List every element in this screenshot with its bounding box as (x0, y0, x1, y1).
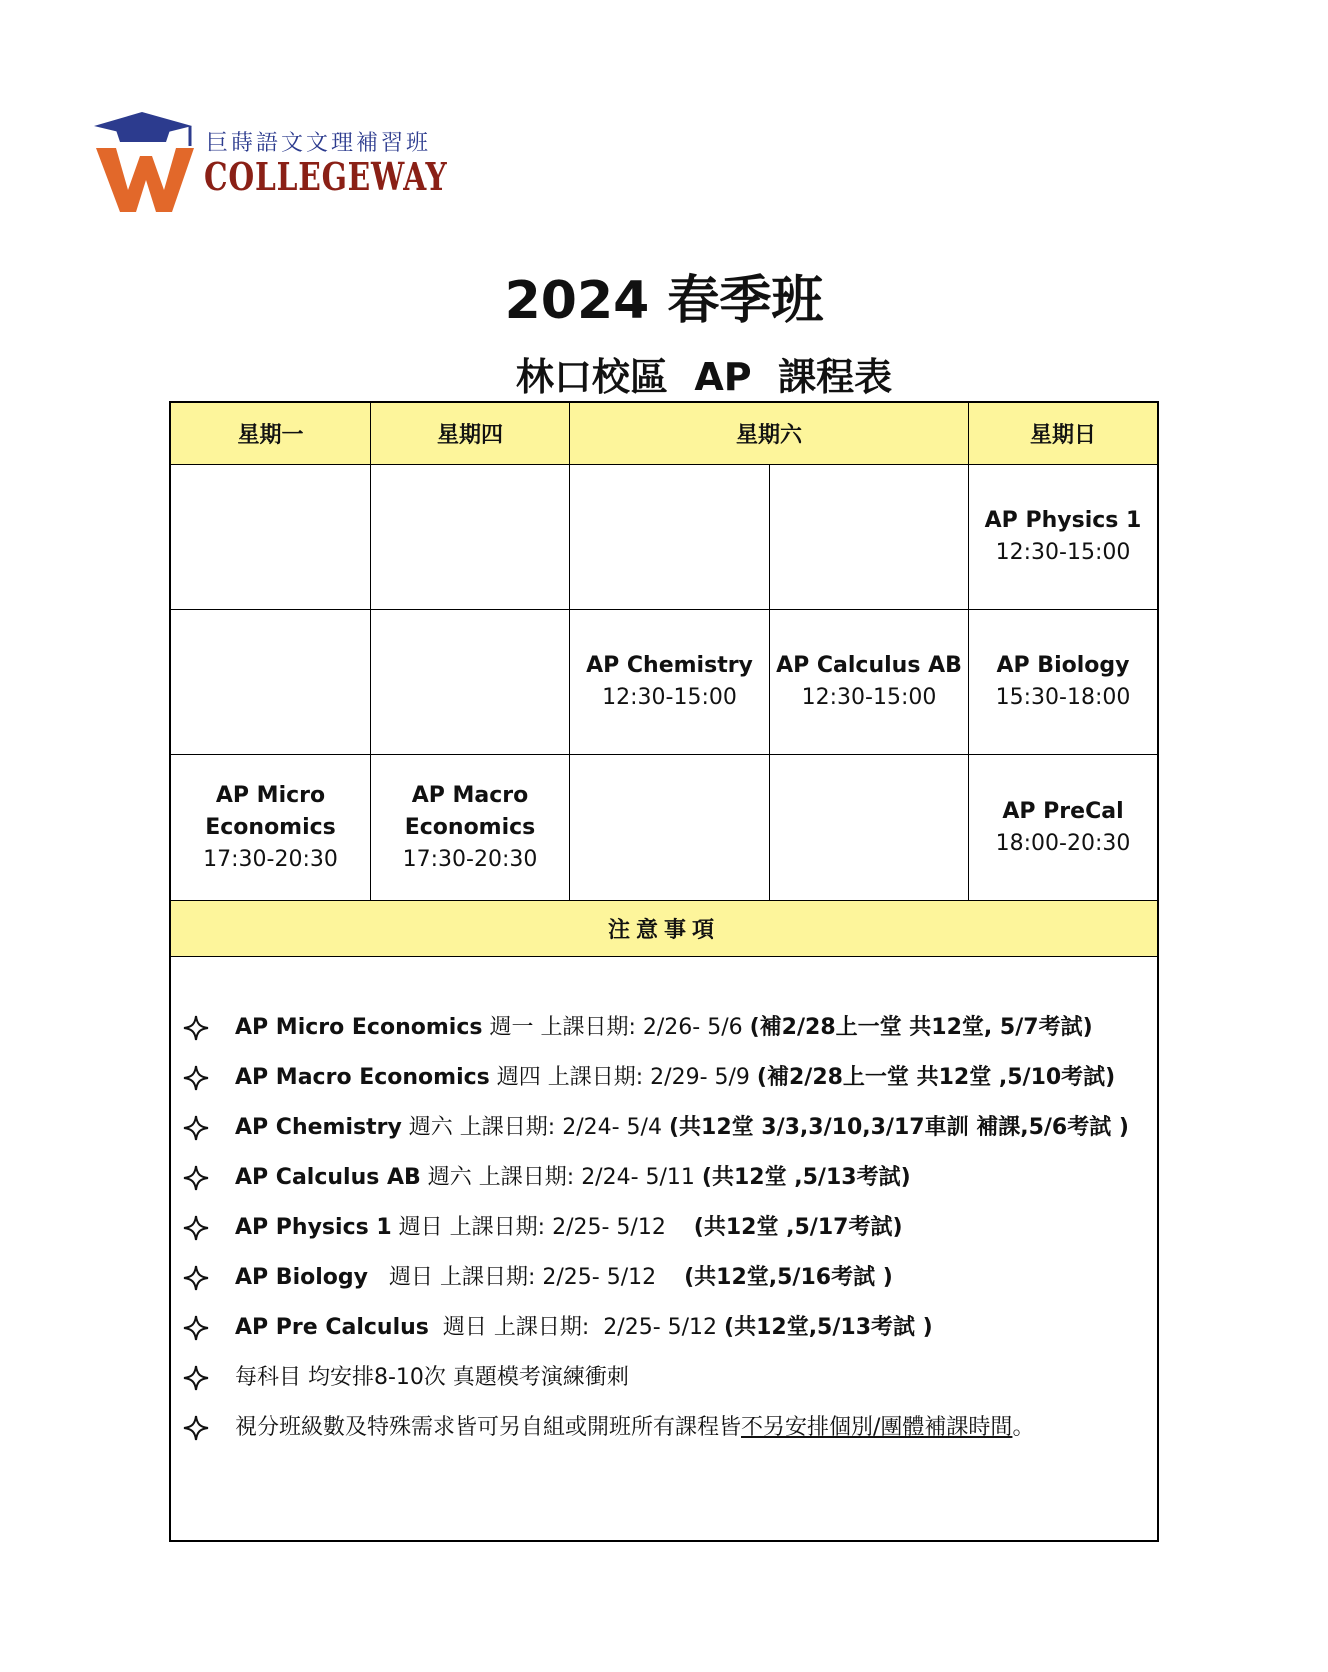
note-item (171, 1113, 1157, 1143)
course-ap-chemistry (570, 610, 770, 755)
four-point-star-outline-icon (183, 1115, 209, 1141)
course-time: 12:30-15:00 (602, 685, 737, 710)
slot-thu-row2 (371, 610, 570, 755)
course-name-line2: Economics (205, 814, 336, 840)
four-point-star-outline-icon (183, 1165, 209, 1191)
course-name-line2: Economics (404, 814, 536, 840)
note-course: AP Biology (235, 1265, 368, 1290)
course-time: 18:00-20:30 (995, 830, 1131, 856)
course-time: 12:30-15:00 (995, 540, 1131, 565)
note-detail: (共12堂 3/3,3/10,3/17車訓 補課,5/6考試 ) (668, 1115, 1129, 1140)
course-ap-calculus-ab (770, 610, 969, 755)
note-detail: (共12堂,5/13考試 ) (724, 1315, 933, 1340)
note-underlined-text: 不另安排個別/團體補課時間 (741, 1415, 1013, 1440)
notes-list (171, 957, 1157, 1463)
logo-english-name: COLLEGEWAY (204, 154, 448, 199)
course-ap-precal (969, 755, 1157, 901)
note-item (171, 1013, 1157, 1043)
header-saturday: 星期六 (570, 403, 969, 465)
collegeway-logo (94, 108, 454, 218)
note-detail: (共12堂 ,5/17考試) (693, 1215, 903, 1240)
note-course: AP Pre Calculus (235, 1315, 429, 1340)
note-text: 週日 上課日期: 2/25- 5/12 (391, 1215, 694, 1240)
course-name: AP Chemistry (586, 653, 753, 678)
note-text: 週日 上課日期: 2/25- 5/12 (428, 1315, 725, 1340)
note-course: AP Chemistry (235, 1115, 402, 1140)
page-title: 2024 春季班 (504, 271, 824, 331)
course-time: 12:30-15:00 (801, 685, 937, 710)
note-text: 週日 上課日期: 2/25- 5/12 (367, 1265, 685, 1290)
course-name-line1: AP Micro (215, 782, 326, 808)
four-point-star-outline-icon (183, 1415, 209, 1441)
note-item (171, 1413, 1157, 1443)
note-text: 週六 上課日期: 2/24- 5/4 (401, 1115, 669, 1140)
note-item (171, 1213, 1157, 1243)
note-text: 週一 上課日期: 2/26- 5/6 (482, 1015, 750, 1040)
slot-mon-row1 (171, 465, 371, 610)
note-text: 每科目 均安排8-10次 真題模考演練衝刺 (235, 1365, 629, 1390)
course-ap-macro-economics (371, 755, 570, 901)
slot-sat1-row3 (570, 755, 770, 901)
timetable (169, 401, 1159, 1542)
course-name: AP Biology (996, 653, 1130, 678)
note-item (171, 1063, 1157, 1093)
logo-chinese-name: 巨蒔語文文理補習班 (206, 131, 432, 156)
course-name: AP Calculus AB (776, 653, 962, 678)
note-detail: (補2/28上一堂 共12堂 ,5/10考試) (756, 1065, 1116, 1090)
note-course: AP Physics 1 (235, 1215, 392, 1240)
note-text: 視分班級數及特殊需求皆可另自組或開班所有課程皆 (235, 1415, 742, 1440)
header-thursday: 星期四 (371, 403, 570, 465)
page-subtitle: 林口校區 AP 課程表 (515, 355, 893, 399)
note-item (171, 1313, 1157, 1343)
note-course: AP Calculus AB (235, 1165, 421, 1190)
graduation-cap-w-emblem-icon (94, 108, 204, 218)
four-point-star-outline-icon (183, 1365, 209, 1391)
note-end: 。 (1012, 1415, 1035, 1440)
four-point-star-outline-icon (183, 1265, 209, 1291)
course-ap-micro-economics (171, 755, 371, 901)
course-ap-biology (969, 610, 1157, 755)
note-detail: (補2/28上一堂 共12堂, 5/7考試) (749, 1015, 1093, 1040)
course-name: AP PreCal (1002, 798, 1124, 824)
note-text: 週四 上課日期: 2/29- 5/9 (489, 1065, 757, 1090)
note-item (171, 1263, 1157, 1293)
slot-sat1-row1 (570, 465, 770, 610)
header-sunday: 星期日 (969, 403, 1157, 465)
course-time: 17:30-20:30 (203, 846, 338, 872)
course-time: 15:30-18:00 (995, 685, 1131, 710)
notes-heading: 注意事項 (171, 901, 1157, 957)
four-point-star-outline-icon (183, 1215, 209, 1241)
slot-mon-row2 (171, 610, 371, 755)
slot-thu-row1 (371, 465, 570, 610)
note-course: AP Macro Economics (235, 1065, 490, 1090)
note-detail: (共12堂 ,5/13考試) (701, 1165, 911, 1190)
course-name-line1: AP Macro (411, 782, 529, 808)
note-text: 週六 上課日期: 2/24- 5/11 (420, 1165, 702, 1190)
note-item (171, 1163, 1157, 1193)
note-item (171, 1363, 1157, 1393)
course-time: 17:30-20:30 (402, 846, 538, 872)
four-point-star-outline-icon (183, 1065, 209, 1091)
four-point-star-outline-icon (183, 1015, 209, 1041)
course-name: AP Physics 1 (984, 508, 1142, 533)
slot-sat2-row1 (770, 465, 969, 610)
course-ap-physics-1 (969, 465, 1157, 610)
note-course: AP Micro Economics (235, 1015, 483, 1040)
slot-sat2-row3 (770, 755, 969, 901)
four-point-star-outline-icon (183, 1315, 209, 1341)
header-monday: 星期一 (171, 403, 371, 465)
note-detail: (共12堂,5/16考試 ) (684, 1265, 893, 1290)
